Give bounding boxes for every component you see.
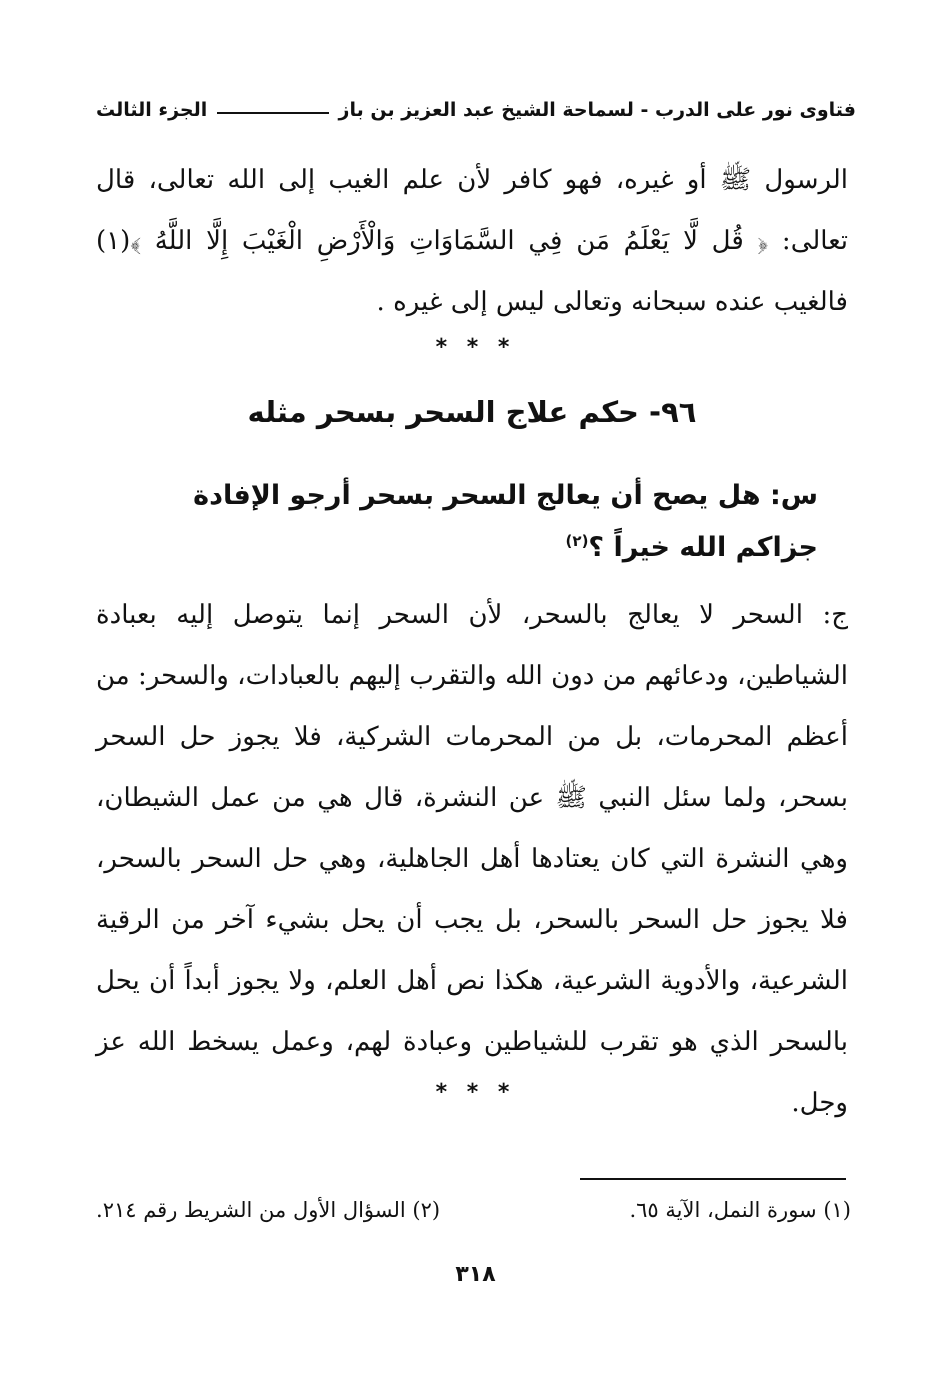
running-head-title: فتاوى نور على الدرب - لسماحة الشيخ عبد العزيز بن باز — [338, 99, 856, 121]
footnote-rule — [580, 1178, 846, 1180]
answer-text: ج: السحر لا يعالج بالسحر، لأن السحر إنما يتوصل إليه بعبادة الشياطين، ودعائهم من دون الله والتقرب إليهم بالعبادات، والسحر: من أعظم المحرمات، بل من المحرمات الشركية، فلا يجوز حل السحر بسحر، ولما سئل النبي ﷺ عن النشرة، قال هي من عمل الشيطان، وهي النشرة التي كان يعتادها أهل الجاهلية، وهي حل السحر بالسحر، فلا يجوز حل السحر بالسحر، بل يجب أن يحل بشيء آخر من الرقية الشرعية، والأدوية الشرعية، هكذا نص أهل العلم، ولا يجوز أبداً أن يحل بالسحر الذي هو تقرب للشياطين وعبادة لهم، وعمل يسخط الله عز وجل. — [96, 600, 848, 1118]
question-footnote-ref: (٢) — [565, 532, 589, 550]
running-head — [96, 92, 856, 128]
footnote-1: (١) سورة النمل، الآية ٦٥. — [629, 1198, 851, 1222]
fatwa-heading: ٩٦- حكم علاج السحر بسحر مثله — [247, 395, 697, 429]
footnotes — [96, 1190, 851, 1230]
page-number: ٣١٨ — [455, 1262, 496, 1287]
footnote-2: (٢) السؤال الأول من الشريط رقم ٢١٤. — [96, 1198, 441, 1222]
running-head-part: الجزء الثالث — [96, 99, 208, 121]
question-text — [110, 470, 818, 574]
section-separator-end: * * * — [435, 1080, 516, 1105]
running-head-rule — [217, 112, 328, 114]
section-separator: * * * — [435, 335, 516, 360]
paragraph-continuation: الرسول ﷺ أو غيره، فهو كافر لأن علم الغيب إلى الله تعالى، قال تعالى: ﴿ قُل لَّا يَعْلَمُ مَن فِي السَّمَاوَاتِ وَالْأَرْضِ الْغَيْبَ إِلَّا اللَّهُ ﴾(١) فالغيب عنده سبحانه وتعالى ليس إلى غيره . — [96, 165, 848, 317]
question-body: س: هل يصح أن يعالج السحر بسحر أرجو الإفادة جزاكم الله خيراً ؟ — [193, 480, 818, 563]
